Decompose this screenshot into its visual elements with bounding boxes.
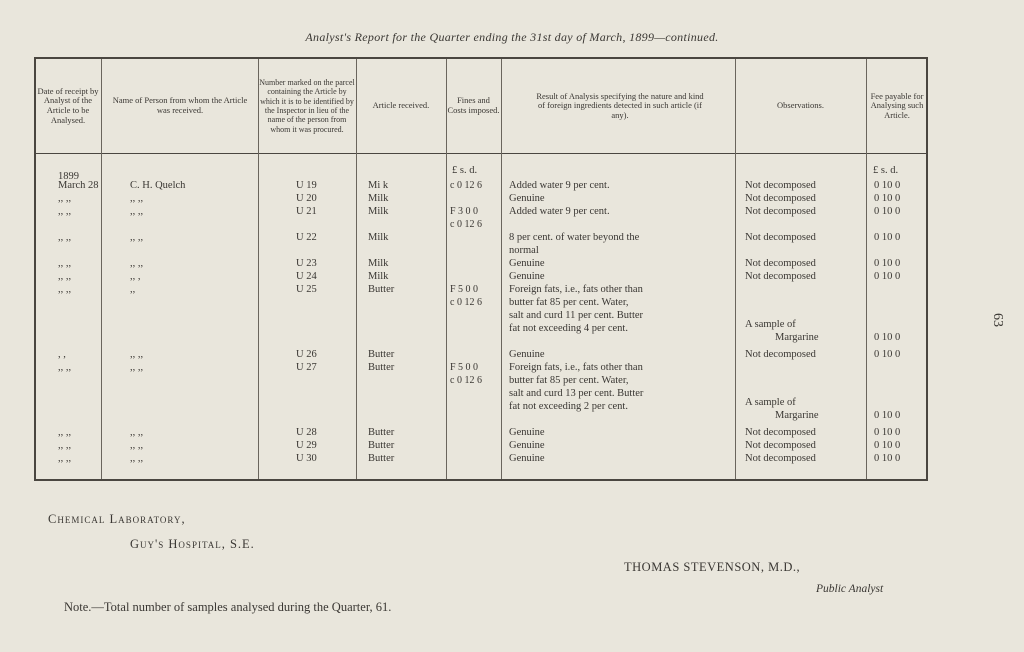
cell-number: U 24: [296, 271, 317, 282]
year-label: 1899: [58, 171, 79, 182]
cell-number: U 23: [296, 258, 317, 269]
cell-date: ,, ,,: [58, 284, 72, 295]
header-divider: [34, 153, 928, 154]
cell-result: Genuine: [509, 440, 545, 451]
cell-observations: Margarine: [775, 332, 819, 343]
cell-result: Foreign fats, i.e., fats other than: [509, 284, 643, 295]
cell-article: Butter: [368, 427, 395, 438]
cell-article: Milk: [368, 271, 389, 282]
cell-fee: 0 10 0: [874, 271, 901, 282]
cell-number: U 19: [296, 180, 317, 191]
cell-observations: Not decomposed: [745, 349, 816, 360]
cell-result: Genuine: [509, 349, 545, 360]
cell-number: U 26: [296, 349, 317, 360]
header-date: Date of receipt by Analyst of the Article to be Analysed.: [37, 85, 99, 125]
fee-currency-header: £ s. d.: [873, 165, 899, 176]
cell-name: ,, ,,: [130, 258, 144, 269]
cell-result: Added water 9 per cent.: [509, 180, 610, 191]
cell-article: Butter: [368, 349, 395, 360]
cell-fee: 0 10 0: [874, 193, 901, 204]
cell-date: ,, ,,: [58, 271, 72, 282]
cell-name: ,,: [130, 284, 136, 295]
cell-result: fat not exceeding 4 per cent.: [509, 323, 628, 334]
cell-observations: A sample of: [745, 397, 796, 408]
cell-observations: Margarine: [775, 410, 819, 421]
cell-number: U 27: [296, 362, 317, 373]
cell-result: Added water 9 per cent.: [509, 206, 610, 217]
cell-number: U 22: [296, 232, 317, 243]
cell-fines: F 5 0 0: [450, 284, 479, 295]
cell-observations: Not decomposed: [745, 193, 816, 204]
cell-fee: 0 10 0: [874, 232, 901, 243]
cell-date: , ,: [58, 349, 66, 360]
cell-result: Genuine: [509, 193, 545, 204]
cell-fee: 0 10 0: [874, 332, 901, 343]
cell-observations: Not decomposed: [745, 258, 816, 269]
cell-result: Genuine: [509, 258, 545, 269]
cell-name: ,, ,,: [130, 349, 144, 360]
cell-fines: c 0 12 6: [450, 180, 482, 191]
column-divider: [501, 59, 502, 479]
cell-article: Butter: [368, 362, 395, 373]
cell-fee: 0 10 0: [874, 180, 901, 191]
cell-fines: c 0 12 6: [450, 219, 482, 230]
cell-date: ,, ,,: [58, 453, 72, 464]
note: Note.—Total number of samples analysed during the Quarter, 61.: [64, 600, 392, 614]
cell-fee: 0 10 0: [874, 349, 901, 360]
cell-result: salt and curd 11 per cent. Butter: [509, 310, 644, 321]
cell-result: butter fat 85 per cent. Water,: [509, 297, 629, 308]
cell-observations: Not decomposed: [745, 206, 816, 217]
cell-article: Mi k: [368, 180, 389, 191]
cell-result: butter fat 85 per cent. Water,: [509, 375, 629, 386]
cell-fines: F 5 0 0: [450, 362, 479, 373]
cell-fines: F 3 0 0: [450, 206, 479, 217]
cell-article: Milk: [368, 193, 389, 204]
cell-date: ,, ,,: [58, 258, 72, 269]
cell-fines: c 0 12 6: [450, 375, 482, 386]
header-fee: Fee payable for Analysing such Article.: [870, 90, 924, 120]
cell-name: C. H. Quelch: [130, 180, 186, 191]
cell-article: Butter: [368, 284, 395, 295]
cell-date: ,, ,,: [58, 193, 72, 204]
cell-name: ,, ,,: [130, 453, 144, 464]
cell-fee: 0 10 0: [874, 410, 901, 421]
cell-name: ,, ,,: [130, 193, 144, 204]
cell-number: U 30: [296, 453, 317, 464]
cell-article: Milk: [368, 258, 389, 269]
signature: THOMAS STEVENSON, M.D.,: [624, 560, 801, 574]
cell-article: Butter: [368, 453, 395, 464]
cell-date: ,, ,,: [58, 427, 72, 438]
cell-date: ,, ,,: [58, 440, 72, 451]
cell-date: ,, ,,: [58, 362, 72, 373]
lab-line-2: Guy's Hospital, S.E.: [130, 537, 255, 551]
cell-result: 8 per cent. of water beyond the: [509, 232, 640, 243]
column-divider: [101, 59, 102, 479]
header-number-marked: Number marked on the parcel containing the Article by which it is to be identified by the Inspector in lieu of the name of the person from whom it was procured.: [259, 78, 355, 134]
header-fines: Fines and Costs imposed.: [447, 95, 500, 115]
analyst-role: Public Analyst: [816, 583, 884, 595]
page-number: 63: [990, 313, 1005, 327]
cell-fines: c 0 12 6: [450, 297, 482, 308]
cell-observations: Not decomposed: [745, 271, 816, 282]
cell-observations: Not decomposed: [745, 232, 816, 243]
cell-name: ,, ,,: [130, 440, 144, 451]
cell-result: fat not exceeding 2 per cent.: [509, 401, 628, 412]
cell-article: Milk: [368, 232, 389, 243]
cell-name: ,, ,,: [130, 206, 144, 217]
cell-observations: Not decomposed: [745, 180, 816, 191]
lab-line-1: Chemical Laboratory,: [48, 512, 186, 526]
cell-name: ,, ,,: [130, 362, 144, 373]
cell-result: normal: [509, 245, 539, 256]
cell-fee: 0 10 0: [874, 258, 901, 269]
cell-number: U 21: [296, 206, 317, 217]
cell-result: Genuine: [509, 427, 545, 438]
cell-name: ,, ,: [130, 271, 141, 282]
header-name: Name of Person from whom the Article was received.: [112, 95, 248, 115]
cell-fee: 0 10 0: [874, 427, 901, 438]
fines-currency-header: £ s. d.: [452, 165, 478, 176]
cell-fee: 0 10 0: [874, 453, 901, 464]
cell-result: Genuine: [509, 453, 545, 464]
cell-observations: Not decomposed: [745, 453, 816, 464]
header-observations: Observations.: [777, 100, 824, 111]
cell-observations: Not decomposed: [745, 427, 816, 438]
cell-result: Genuine: [509, 271, 545, 282]
page-title: Analyst's Report for the Quarter ending the 31st day of March, 1899—continued.: [305, 30, 719, 44]
cell-date: ,, ,,: [58, 232, 72, 243]
cell-fee: 0 10 0: [874, 206, 901, 217]
cell-fee: 0 10 0: [874, 440, 901, 451]
cell-date: March 28: [58, 180, 99, 191]
header-article: Article received.: [372, 100, 430, 111]
cell-article: Butter: [368, 440, 395, 451]
cell-number: U 29: [296, 440, 317, 451]
cell-number: U 28: [296, 427, 317, 438]
cell-observations: A sample of: [745, 319, 796, 330]
cell-result: Foreign fats, i.e., fats other than: [509, 362, 643, 373]
cell-name: ,, ,,: [130, 232, 144, 243]
cell-result: salt and curd 13 per cent. Butter: [509, 388, 644, 399]
header-result: Result of Analysis specifying the nature and kind of foreign ingredients detected in such article (if any).: [536, 90, 704, 120]
cell-date: ,, ,,: [58, 206, 72, 217]
cell-number: U 25: [296, 284, 317, 295]
cell-observations: Not decomposed: [745, 440, 816, 451]
cell-article: Milk: [368, 206, 389, 217]
cell-number: U 20: [296, 193, 317, 204]
cell-name: ,, ,,: [130, 427, 144, 438]
